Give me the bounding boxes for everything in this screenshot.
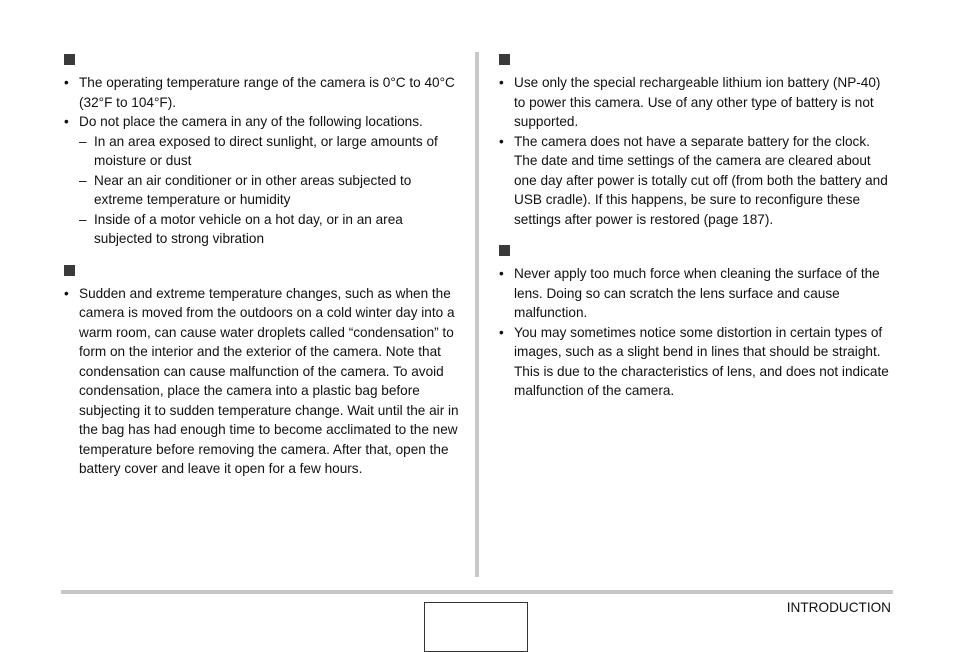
left-column — [62, 48, 462, 495]
bullet-list — [62, 73, 462, 249]
section-lens — [497, 245, 895, 401]
right-column — [497, 48, 895, 417]
list-item — [62, 73, 462, 112]
sub-list-item: – Near an air conditioner or in other areas subjected to extreme temperature or humidity — [79, 171, 462, 210]
page-number-box — [424, 602, 528, 652]
sub-list — [79, 132, 462, 249]
bullet-list — [497, 73, 895, 229]
sub-list-item: – In an area exposed to direct sunlight, or large amounts of moisture or dust — [79, 132, 462, 171]
list-item-text: Sudden and extreme temperature changes, such as when the camera is moved from the outdoors on a cold winter day into a warm room, can cause water droplets called “condensation” to form on the interior and the exterior of the camera. Note that condensation can cause malfunction of the camera. To avoid condensation, place the camera into a plastic bag before subjecting it to sudden temperature change. Wait until the air in the bag has had enough time to become acclimated to the new temperature before removing the camera. After that, open the battery cover and leave it open for a few hours. — [79, 285, 459, 476]
list-item — [497, 132, 895, 230]
section-condensation — [62, 265, 462, 479]
list-item — [497, 73, 895, 132]
list-item-text: Never apply too much force when cleaning the surface of the lens. Doing so can scratch the lens surface and cause malfunction. — [514, 266, 880, 320]
section-marker-icon — [499, 245, 510, 256]
list-item — [497, 323, 895, 401]
section-marker-icon — [499, 54, 510, 65]
list-item-text: Do not place the camera in any of the following locations. — [79, 114, 423, 129]
section-marker-icon — [64, 265, 75, 276]
bullet-list — [497, 264, 895, 401]
footer-divider — [61, 590, 893, 594]
section-power-supply — [497, 54, 895, 229]
section-operating-environment — [62, 54, 462, 249]
list-item-text: The camera does not have a separate battery for the clock. The date and time settings of the camera are cleared about one day after power is totally cut off (from both the battery and USB cradle). If this happens, be sure to reconfigure these settings after power is restored (page 187). — [514, 133, 888, 227]
list-item — [62, 284, 462, 479]
list-item-text: The operating temperature range of the camera is 0°C to 40°C (32°F to 104°F). — [79, 75, 455, 110]
list-item-text: Use only the special rechargeable lithium ion battery (NP-40) to power this camera. Use of any other type of battery is not supported. — [514, 75, 881, 129]
column-divider — [475, 52, 479, 577]
bullet-list — [62, 284, 462, 479]
footer-section-label: INTRODUCTION — [786, 600, 891, 615]
sub-list-item: – Inside of a motor vehicle on a hot day, or in an area subjected to strong vibration — [79, 210, 462, 249]
list-item — [497, 264, 895, 323]
list-item-text: You may sometimes notice some distortion in certain types of images, such as a slight bend in lines that should be straight. This is due to the characteristics of lens, and does not indicate malfunction of the camera. — [514, 324, 889, 398]
list-item — [62, 112, 462, 249]
section-marker-icon — [64, 54, 75, 65]
